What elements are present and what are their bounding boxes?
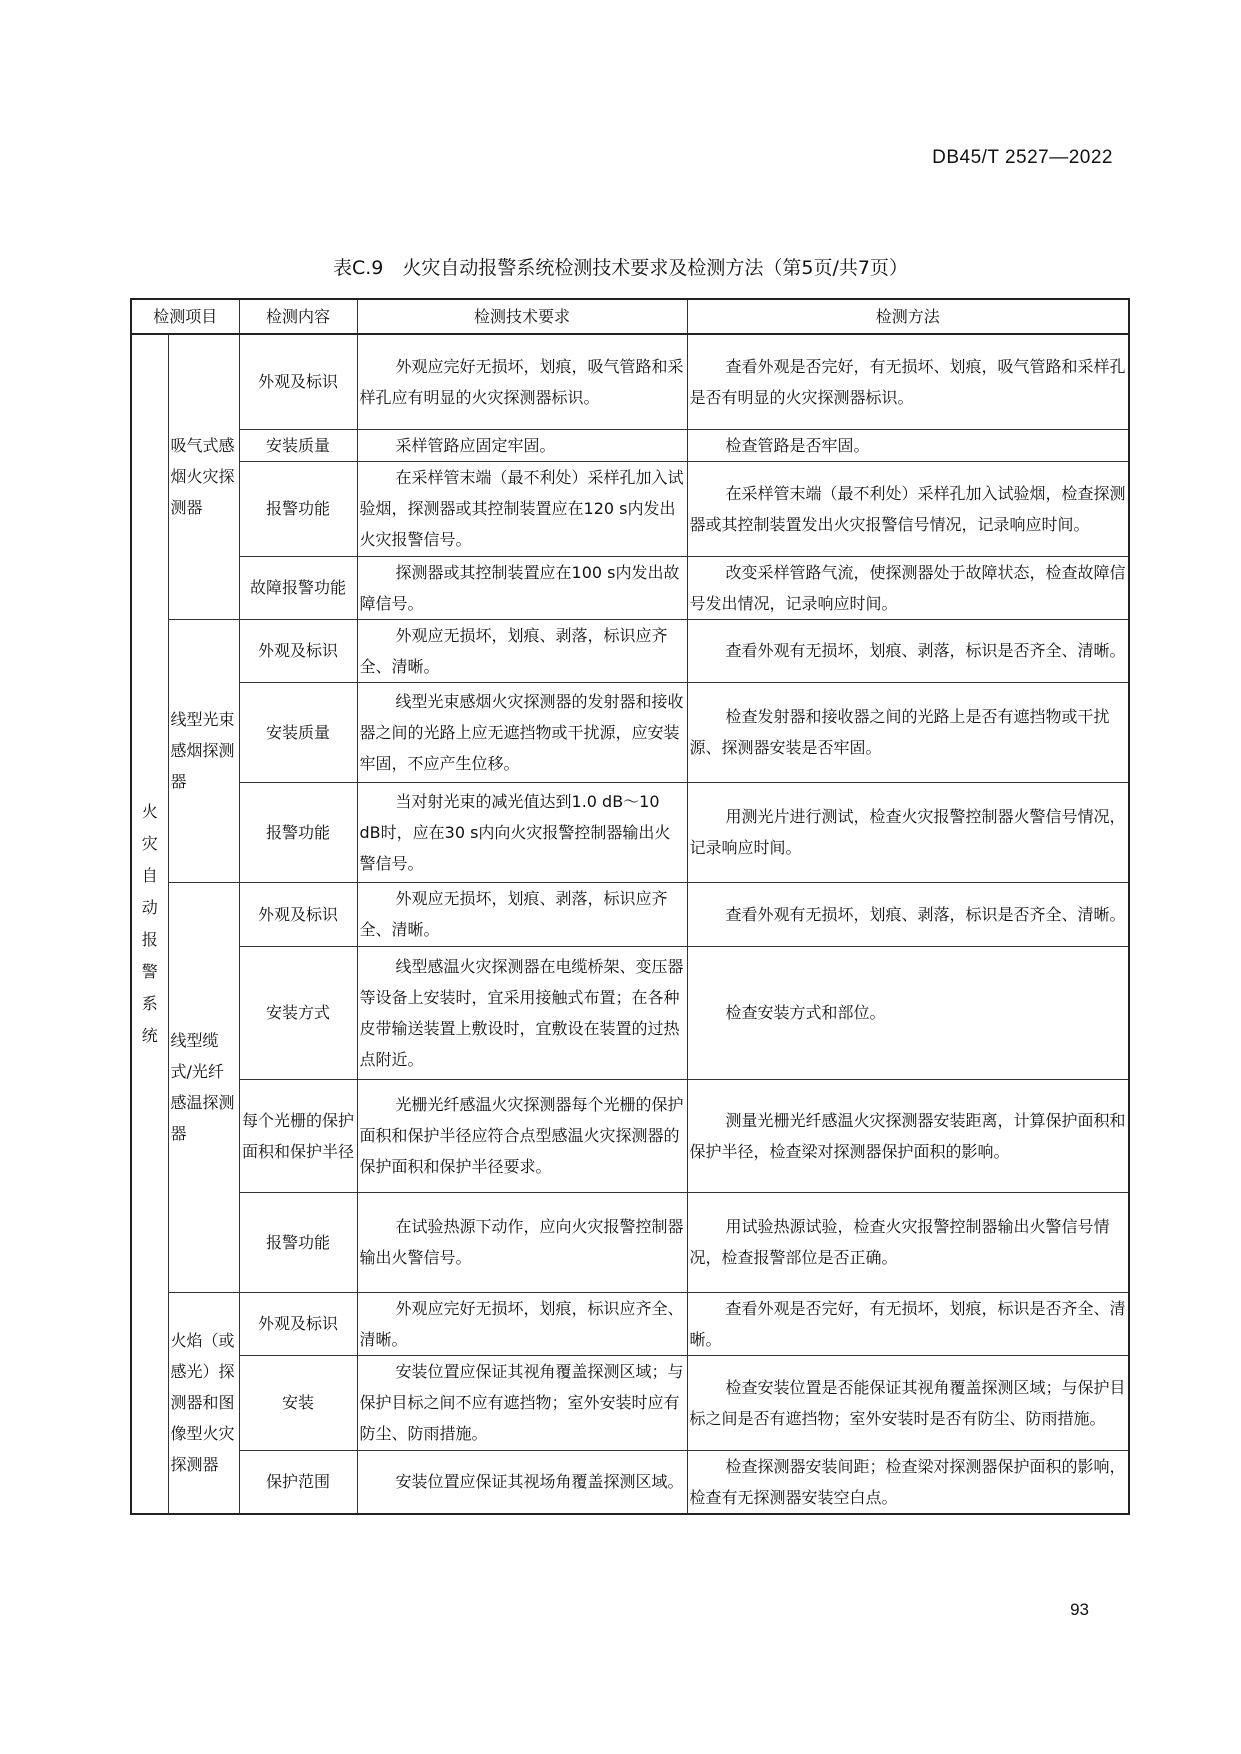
method-cell: 检查管路是否牢固。 [687,429,1129,461]
method-cell: 检查安装位置是否能保证其视角覆盖探测区域；与保护目标之间是否有遮挡物；室外安装时是否有防尘、防雨措施。 [687,1355,1129,1450]
document-code: DB45/T 2527—2022 [932,147,1113,168]
column-header: 检测方法 [687,299,1129,334]
method-cell: 用试验热源试验，检查火灾报警控制器输出火警信号情况，检查报警部位是否正确。 [687,1192,1129,1292]
requirement-cell: 外观应完好无损坏，划痕，吸气管路和采样孔应有明显的火灾探测器标识。 [357,334,687,429]
group-name: 吸气式感烟火灾探测器 [168,334,239,619]
group-name: 火焰（或感光）探测器和图像型火灾探测器 [168,1292,239,1514]
method-cell: 查看外观是否完好，有无损坏、划痕，吸气管路和采样孔是否有明显的火灾探测器标识。 [687,334,1129,429]
requirement-cell: 采样管路应固定牢固。 [357,429,687,461]
table-row [131,1192,1129,1292]
method-cell: 改变采样管路气流，使探测器处于故障状态，检查故障信号发出情况，记录响应时间。 [687,556,1129,619]
table-row [131,1292,1129,1355]
item-cell: 安装质量 [239,429,357,461]
page-number: 93 [1070,1600,1089,1619]
requirement-cell: 外观应无损坏，划痕、剥落，标识应齐全、清晰。 [357,882,687,946]
item-cell: 外观及标识 [239,334,357,429]
item-cell: 保护范围 [239,1450,357,1514]
requirement-cell: 当对射光束的减光值达到1.0 dB～10 dB时，应在30 s内向火灾报警控制器输出火警信号。 [357,782,687,882]
table-row [131,556,1129,619]
item-cell: 故障报警功能 [239,556,357,619]
requirement-cell: 线型光束感烟火灾探测器的发射器和接收器之间的光路上应无遮挡物或干扰源，应安装牢固，不应产生位移。 [357,682,687,782]
table-row [131,782,1129,882]
requirement-cell: 外观应完好无损坏，划痕，标识应齐全、清晰。 [357,1292,687,1355]
item-cell: 安装方式 [239,946,357,1079]
inspection-table [130,298,1130,1515]
category-cell: 火灾自动报警系统 [131,334,168,1514]
group-name: 线型缆式/光纤感温探测器 [168,882,239,1292]
method-cell: 测量光栅光纤感温火灾探测器安装距离，计算保护面积和保护半径，检查梁对探测器保护面积的影响。 [687,1079,1129,1192]
table-row [131,1079,1129,1192]
item-cell: 报警功能 [239,1192,357,1292]
group-name: 线型光束感烟探测器 [168,619,239,882]
requirement-cell: 光栅光纤感温火灾探测器每个光栅的保护面积和保护半径应符合点型感温火灾探测器的保护面积和保护半径要求。 [357,1079,687,1192]
table-title: 表C.9 火灾自动报警系统检测技术要求及检测方法（第5页/共7页） [333,257,908,279]
table-header-row [131,299,1129,334]
table-row [131,334,1129,429]
table-row [131,682,1129,782]
method-cell: 用测光片进行测试，检查火灾报警控制器火警信号情况，记录响应时间。 [687,782,1129,882]
requirement-cell: 外观应无损坏，划痕、剥落，标识应齐全、清晰。 [357,619,687,682]
table-row [131,946,1129,1079]
table-row [131,429,1129,461]
item-cell: 外观及标识 [239,882,357,946]
item-cell: 报警功能 [239,782,357,882]
method-cell: 在采样管末端（最不利处）采样孔加入试验烟，检查探测器或其控制装置发出火灾报警信号情况，记录响应时间。 [687,461,1129,556]
method-cell: 查看外观有无损坏，划痕、剥落，标识是否齐全、清晰。 [687,619,1129,682]
method-cell: 检查安装方式和部位。 [687,946,1129,1079]
requirement-cell: 探测器或其控制装置应在100 s内发出故障信号。 [357,556,687,619]
item-cell: 安装质量 [239,682,357,782]
table-row [131,1450,1129,1514]
item-cell: 报警功能 [239,461,357,556]
item-cell: 安装 [239,1355,357,1450]
item-cell: 外观及标识 [239,619,357,682]
requirement-cell: 在试验热源下动作，应向火灾报警控制器输出火警信号。 [357,1192,687,1292]
column-header: 检测项目 [131,299,239,334]
method-cell: 查看外观有无损坏，划痕、剥落，标识是否齐全、清晰。 [687,882,1129,946]
item-cell: 每个光栅的保护面积和保护半径 [239,1079,357,1192]
method-cell: 检查探测器安装间距；检查梁对探测器保护面积的影响，检查有无探测器安装空白点。 [687,1450,1129,1514]
table-row [131,619,1129,682]
requirement-cell: 安装位置应保证其视场角覆盖探测区域。 [357,1450,687,1514]
table-row [131,461,1129,556]
method-cell: 检查发射器和接收器之间的光路上是否有遮挡物或干扰源、探测器安装是否牢固。 [687,682,1129,782]
requirement-cell: 在采样管末端（最不利处）采样孔加入试验烟，探测器或其控制装置应在120 s内发出火灾报警信号。 [357,461,687,556]
requirement-cell: 安装位置应保证其视角覆盖探测区域；与保护目标之间不应有遮挡物；室外安装时应有防尘、防雨措施。 [357,1355,687,1450]
column-header: 检测内容 [239,299,357,334]
item-cell: 外观及标识 [239,1292,357,1355]
column-header: 检测技术要求 [357,299,687,334]
table-row [131,1355,1129,1450]
table-row [131,882,1129,946]
requirement-cell: 线型感温火灾探测器在电缆桥架、变压器等设备上安装时，宜采用接触式布置；在各种皮带输送装置上敷设时，宜敷设在装置的过热点附近。 [357,946,687,1079]
method-cell: 查看外观是否完好，有无损坏，划痕，标识是否齐全、清晰。 [687,1292,1129,1355]
